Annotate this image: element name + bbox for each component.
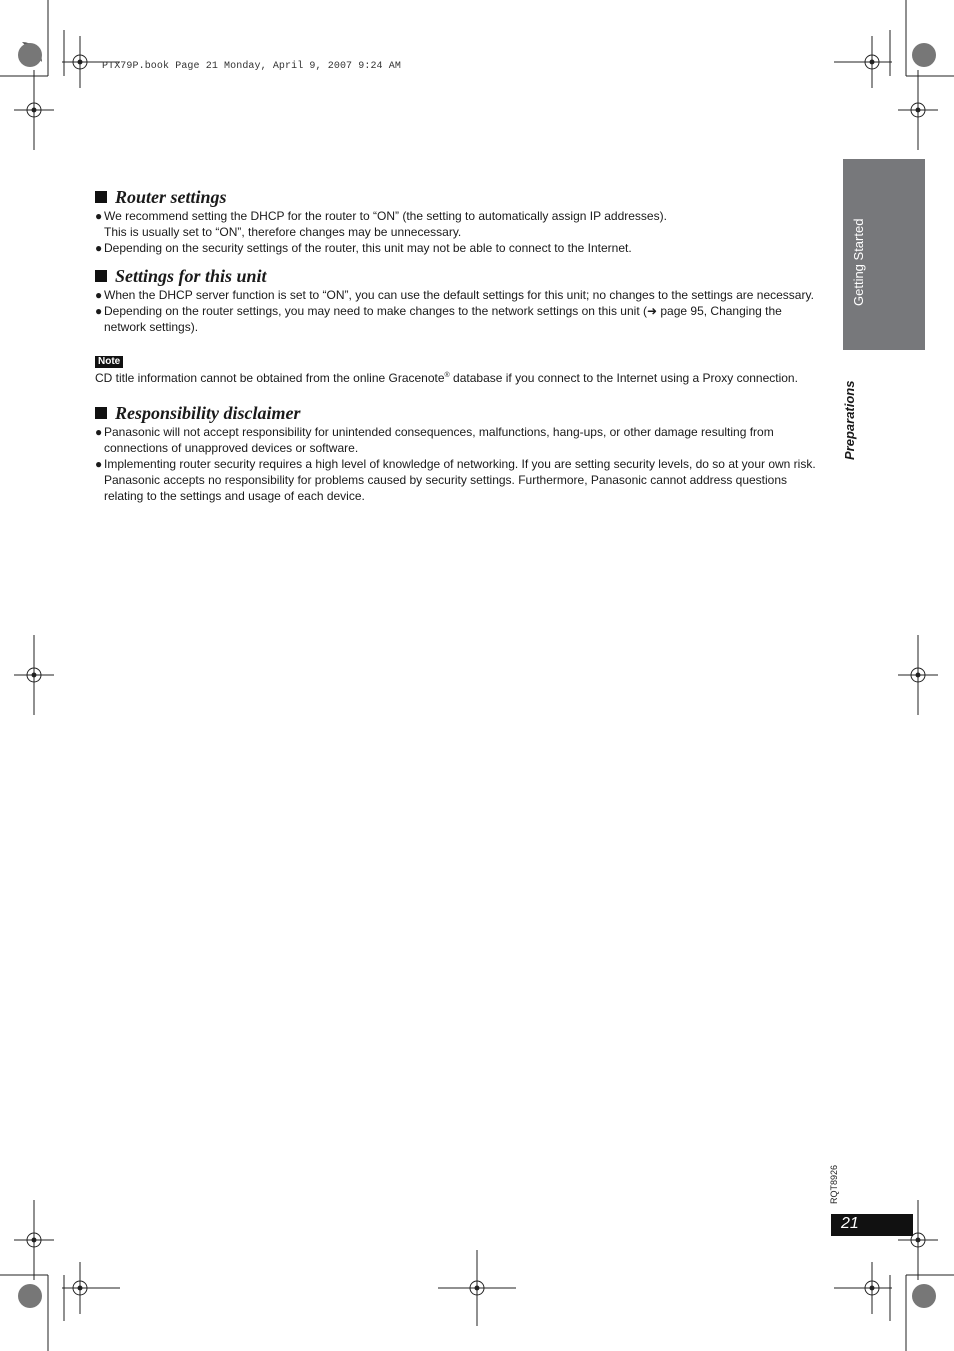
section-heading: Settings for this unit <box>95 265 822 287</box>
bullet-icon: ● <box>95 209 103 223</box>
bullet-icon: ● <box>95 304 103 318</box>
list-item: ● When the DHCP server function is set to “ON”, you can use the default settings for this unit; no changes to the settings are necessary. <box>95 288 814 302</box>
bullet-icon: ● <box>95 241 103 255</box>
list-item: ● We recommend setting the DHCP for the router to “ON” (the setting to automatically assign IP addresses). <box>95 209 667 223</box>
disclaimer-section <box>95 402 822 504</box>
bullet-icon: ● <box>95 425 103 439</box>
bullet-list <box>95 287 822 335</box>
list-item: ● Depending on the router settings, you may need to make changes to the network settings on this unit (➜ page 95, Changing the network settings). <box>95 304 782 334</box>
main-content <box>95 186 822 513</box>
router-settings-section <box>95 186 822 256</box>
square-bullet-icon <box>95 191 107 203</box>
print-header: PTX79P.book Page 21 Monday, April 9, 2007 9:24 AM <box>102 61 401 72</box>
note-text: CD title information cannot be obtained from the online Gracenote® database if you connect to the Internet using a Proxy connection. <box>95 371 798 385</box>
square-bullet-icon <box>95 270 107 282</box>
bullet-icon: ● <box>95 288 103 302</box>
bullet-icon: ● <box>95 457 103 471</box>
unit-settings-section <box>95 265 822 335</box>
list-item: ● Depending on the security settings of the router, this unit may not be able to connect to the Internet. <box>95 241 632 255</box>
bullet-list <box>95 208 822 256</box>
page-number: 21 <box>841 1215 859 1232</box>
note-badge: Note <box>95 356 123 368</box>
page-number-box <box>831 1214 913 1236</box>
note-block <box>95 344 822 386</box>
bullet-list <box>95 424 822 504</box>
section-heading: Router settings <box>95 186 822 208</box>
side-tab-label: Getting Started <box>851 218 866 306</box>
square-bullet-icon <box>95 407 107 419</box>
section-heading: Responsibility disclaimer <box>95 402 822 424</box>
list-item: ● Panasonic will not accept responsibility for unintended consequences, malfunctions, hang-ups, or other damage resulting from connections of unapproved devices or software. <box>95 425 774 455</box>
document-code: RQT8926 <box>829 1164 839 1204</box>
list-item-continuation: This is usually set to “ON”, therefore changes may be unnecessary. <box>104 225 462 239</box>
list-item: ● Implementing router security requires a high level of knowledge of networking. If you are setting security levels, do so at your own risk. Panasonic accepts no responsibility for problems caused by security settings. Furthermore, Panasonic cannot address questions relating to the settings and usage of each device. <box>95 457 816 503</box>
side-section-label: Preparations <box>842 380 857 460</box>
